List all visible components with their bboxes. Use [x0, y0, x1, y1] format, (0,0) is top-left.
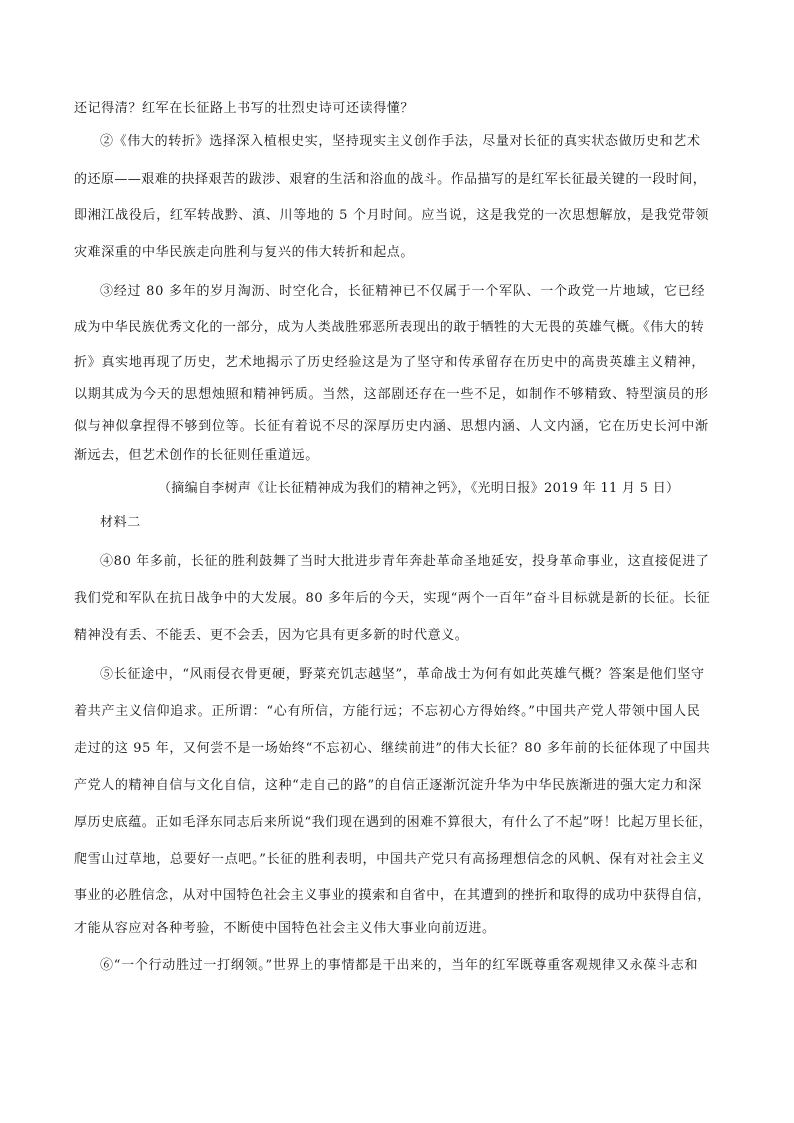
text-line: 着共产主义信仰追求。正所谓：“心有所信，方能行远；不忘初心方得始终。”中国共产党人带领中国人民	[74, 704, 701, 719]
text-line: 似与神似拿捏得不够到位等。长征有着说不尽的深厚历史内涵、思想内涵、人文内涵，它在历史长河中渐	[74, 419, 709, 434]
text-line: 厚历史底蕴。正如毛泽东同志后来所说“我们现在遇到的困难不算很大，有什么了不起”呀！比起万里长征，	[74, 815, 713, 830]
text-line: 即湘江战役后，红军转战黔、滇、川等地的 5 个月时间。应当说，这是我党的一次思想解放，是我党带领	[74, 208, 710, 223]
text-line: 我们党和军队在抗日战争中的大发展。80 多年后的今天，实现“两个一百年”奋斗目标就是新的长征。长征	[74, 591, 711, 606]
text-line: 才能从容应对各种考验，不断使中国特色社会主义伟大事业向前迈进。	[74, 921, 496, 936]
paragraph-2-start: ②《伟大的转折》选择深入植根史实，坚持现实主义创作手法，尽量对长征的真实状态做历史和艺术	[100, 134, 701, 149]
text-line: 还记得清？红军在长征路上书写的壮烈史诗可还读得懂？	[74, 101, 415, 116]
text-line: 爬雪山过草地，总要好一点吧。”长征的胜利表明，中国共产党只有高扬理想信念的风帆、保有对社会主义	[74, 852, 706, 867]
text-line: 折》真实地再现了历史，艺术地揭示了历史经验这是为了坚守和传承留存在历史中的高贵英雄主义精神，	[74, 355, 706, 370]
paragraph-3-start: ③经过 80 多年的岁月淘沥、时空化合，长征精神已不仅属于一个军队、一个政党一片地域，它已经	[100, 284, 706, 299]
citation-line: （摘编自李树声《让长征精神成为我们的精神之钙》，《光明日报》2019 年 11 月 5 日）	[158, 481, 680, 496]
paragraph-6-start: ⑥“一个行动胜过一打纲领。”世界上的事情都是干出来的，当年的红军既尊重客观规律又永葆斗志和	[100, 958, 699, 973]
paragraph-5-start: ⑤长征途中，“风雨侵衣骨更硬，野菜充饥志越坚”，革命战士为何有如此英雄气概？答案是他们坚守	[100, 667, 705, 682]
text-line: 事业的必胜信念，从对中国特色社会主义事业的摸索和自省中，在其遭到的挫折和取得的成功中获得自信，	[74, 888, 711, 903]
text-line: 的还原——艰难的抉择艰苦的跋涉、艰窘的生活和浴血的战斗。作品描写的是红军长征最关键的一段时间，	[74, 172, 707, 187]
text-line: 以期其成为今天的思想烛照和精神钙质。当然，这部剧还存在一些不足，如制作不够精致、特型演员的形	[74, 387, 709, 402]
text-line: 走过的这 95 年，又何尝不是一场始终“不忘初心、继续前进”的伟大长征？80 多年前的长征体现了中国共	[74, 741, 711, 756]
text-line: 产党人的精神自信与文化自信，这种“走自己的路”的自信正逐渐沉淀升华为中华民族渐进的强大定力和深	[74, 778, 702, 793]
paragraph-4-start: ④80 年多前，长征的胜利鼓舞了当时大批进步青年奔赴革命圣地延安，投身革命事业，这直接促进了	[100, 554, 710, 569]
text-line: 精神没有丢、不能丢、更不会丢，因为它具有更多新的时代意义。	[74, 628, 469, 643]
section-title: 材料二	[100, 515, 141, 530]
text-line: 成为中华民族优秀文化的一部分，成为人类战胜邪恶所表现出的敢于牺牲的大无畏的英雄气概。《伟大的转	[74, 320, 705, 335]
text-line: 灾难深重的中华民族走向胜利与复兴的伟大转折和起点。	[74, 245, 415, 260]
text-line: 渐远去，但艺术创作的长征则任重道远。	[74, 448, 319, 463]
